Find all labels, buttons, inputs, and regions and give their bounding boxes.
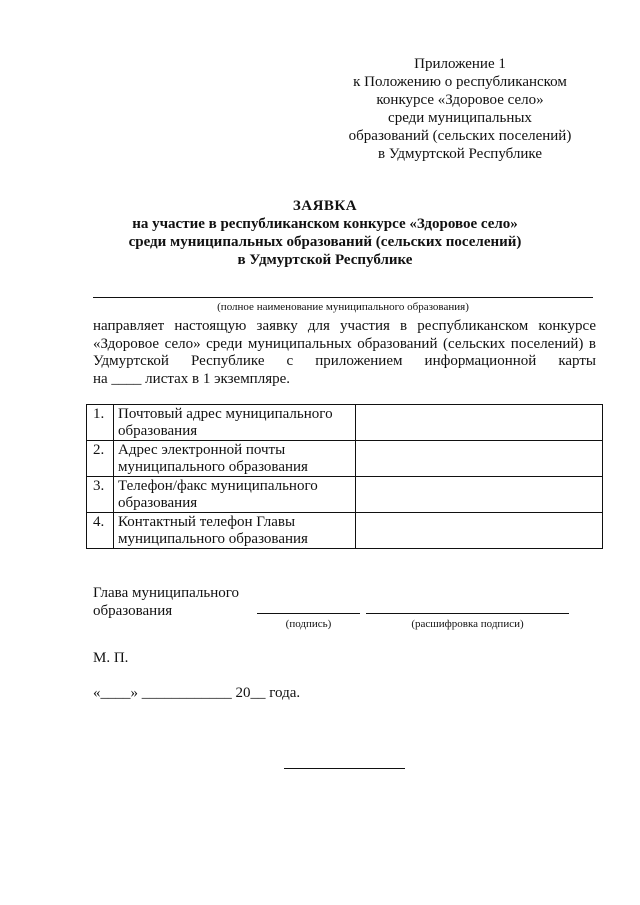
head-label-line: образования — [93, 603, 173, 619]
row-value-cell[interactable] — [356, 441, 603, 477]
body-line: направляет настоящую заявку для участия в республиканском конкурсе — [93, 318, 596, 334]
table-row — [87, 441, 603, 477]
row-label — [114, 405, 356, 441]
table-row — [87, 477, 603, 513]
signature-decode-caption: (расшифровка подписи) — [411, 618, 524, 630]
appendix-line: среди муниципальных — [388, 110, 532, 126]
row-label — [114, 477, 356, 513]
head-label-line: Глава муниципального — [93, 585, 240, 601]
title-line: среди муниципальных образований (сельских поселений) — [128, 234, 522, 250]
head-signature-label — [93, 584, 239, 620]
title-line: в Удмуртской Республике — [237, 252, 413, 268]
row-label-line: образования — [118, 495, 198, 511]
row-label — [114, 441, 356, 477]
row-label-line: Адрес электронной почты — [118, 442, 286, 458]
contact-info-table — [86, 404, 603, 549]
row-label-line: Контактный телефон Главы — [118, 514, 296, 530]
row-label-line: Почтовый адрес муниципального — [118, 406, 333, 422]
appendix-line: к Положению о республиканском — [353, 74, 567, 90]
signature-field[interactable] — [257, 613, 360, 614]
appendix-line: конкурсе «Здоровое село» — [376, 92, 544, 108]
row-number: 3. — [87, 477, 114, 513]
appendix-line: Приложение 1 — [414, 56, 506, 72]
row-value-cell[interactable] — [356, 477, 603, 513]
row-number: 1. — [87, 405, 114, 441]
application-body — [93, 318, 596, 388]
body-line: Удмуртской Республике с приложением информационной карты — [93, 353, 596, 369]
title-line: на участие в республиканском конкурсе «Здоровое село» — [132, 216, 518, 232]
row-label — [114, 513, 356, 549]
row-number: 2. — [87, 441, 114, 477]
stamp-label: М. П. — [93, 650, 129, 666]
municipality-name-field[interactable] — [93, 297, 593, 298]
bottom-rule — [284, 768, 405, 769]
date-field[interactable]: «____» ____________ 20__ года. — [93, 685, 301, 701]
signature-caption: (подпись) — [285, 618, 332, 630]
appendix-line: образований (сельских поселений) — [348, 128, 572, 144]
signature-decode-field[interactable] — [366, 613, 569, 614]
row-value-cell[interactable] — [356, 405, 603, 441]
row-label-line: муниципального образования — [118, 459, 308, 475]
body-line: «Здоровое село» среди муниципальных образований (сельских поселений) в — [93, 335, 596, 352]
title-main: ЗАЯВКА — [292, 198, 358, 214]
table-row — [87, 405, 603, 441]
table-row — [87, 513, 603, 549]
row-label-line: Телефон/факс муниципального — [118, 478, 318, 494]
row-number: 4. — [87, 513, 114, 549]
row-label-line: образования — [118, 423, 198, 439]
row-label-line: муниципального образования — [118, 531, 308, 547]
municipality-name-caption: (полное наименование муниципального образования) — [217, 301, 469, 313]
appendix-line: в Удмуртской Республике — [378, 146, 542, 162]
appendix-header — [330, 55, 590, 163]
document-title — [60, 197, 590, 269]
body-line: на ____ листах в 1 экземпляре. — [93, 370, 291, 387]
row-value-cell[interactable] — [356, 513, 603, 549]
